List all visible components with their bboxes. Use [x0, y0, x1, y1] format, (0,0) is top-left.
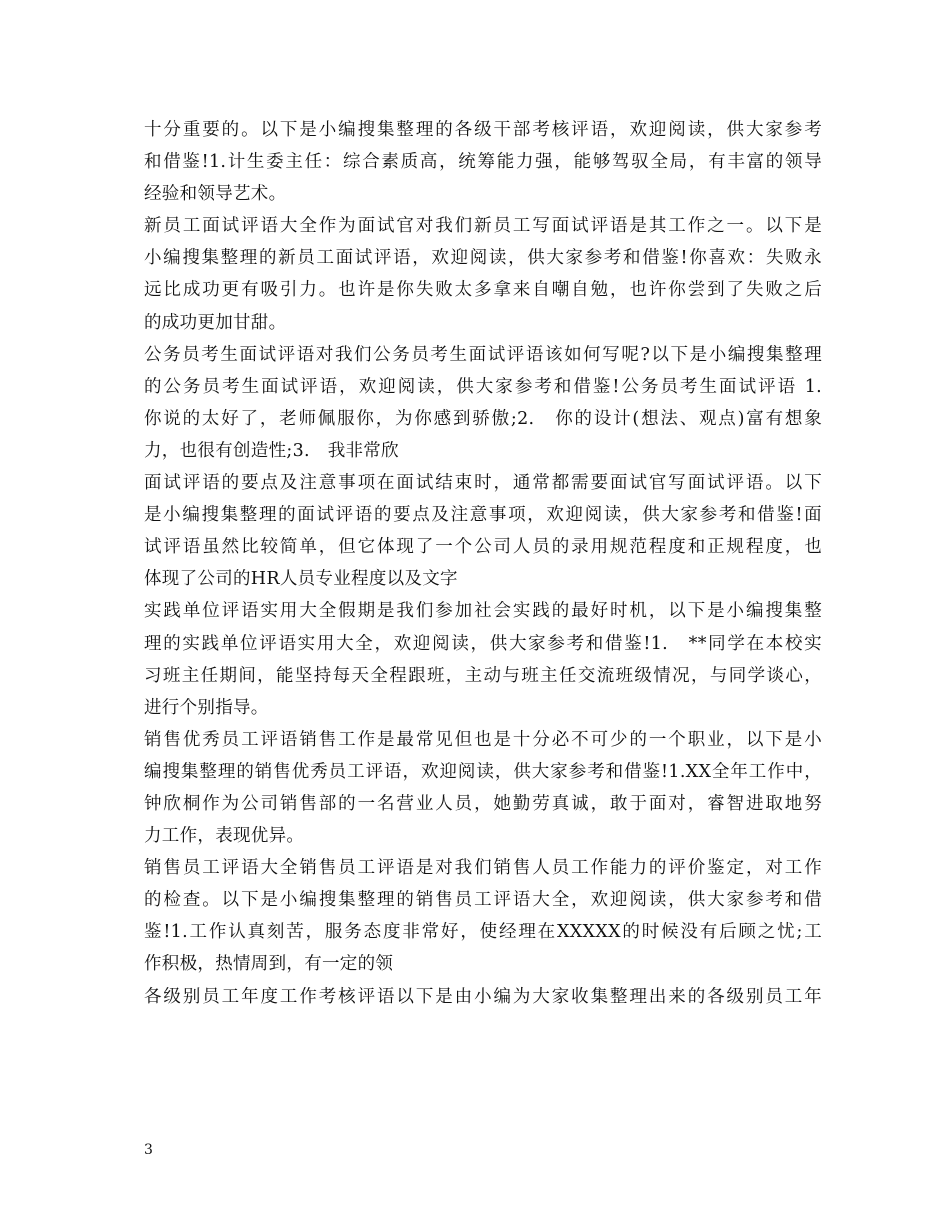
body-text [144, 114, 822, 1013]
text-line: 经验和领导艺术。 [144, 184, 287, 205]
text-line: 是小编搜集整理的面试评语的要点及注意事项，欢迎阅读，供大家参考和借鉴!面 [144, 505, 822, 526]
page-number: 3 [144, 1142, 153, 1158]
text-line: 体现了公司的HR人员专业程度以及文字 [144, 569, 458, 590]
text-line: 的检查。以下是小编搜集整理的销售员工评语大全，欢迎阅读，供大家参考和借 [144, 890, 822, 911]
text-line: 编搜集整理的销售优秀员工评语，欢迎阅读，供大家参考和借鉴!1.XX全年工作中， [144, 761, 822, 782]
text-line: 的公务员考生面试评语，欢迎阅读，供大家参考和借鉴!公务员考生面试评语 1. [144, 376, 822, 397]
text-line: 作积极，热情周到，有一定的领 [144, 954, 394, 975]
text-line: 公务员考生面试评语对我们公务员考生面试评语该如何写呢?以下是小编搜集整理 [144, 344, 822, 365]
text-line: 习班主任期间，能坚持每天全程跟班，主动与班主任交流班级情况，与同学谈心， [144, 665, 822, 686]
text-line: 试评语虽然比较简单，但它体现了一个公司人员的录用规范程度和正规程度，也 [144, 537, 822, 558]
text-line: 和借鉴!1.计生委主任：综合素质高，统筹能力强，能够驾驭全局，有丰富的领导 [144, 152, 822, 173]
text-line: 实践单位评语实用大全假期是我们参加社会实践的最好时机，以下是小编搜集整 [144, 601, 822, 622]
text-line: 新员工面试评语大全作为面试官对我们新员工写面试评语是其工作之一。以下是 [144, 216, 822, 237]
text-line: 鉴!1.工作认真刻苦，服务态度非常好，使经理在XXXXX的时候没有后顾之忧;工 [144, 922, 822, 943]
text-line: 力工作，表现优异。 [144, 826, 305, 847]
text-line: 你说的太好了，老师佩服你，为你感到骄傲;2. 你的设计(想法、观点)富有想象 [144, 408, 822, 429]
text-line: 远比成功更有吸引力。也许是你失败太多拿来自嘲自勉，也许你尝到了失败之后 [144, 280, 822, 301]
text-line: 各级别员工年度工作考核评语以下是由小编为大家收集整理出来的各级别员工年 [144, 986, 822, 1007]
text-line: 销售员工评语大全销售员工评语是对我们销售人员工作能力的评价鉴定，对工作 [144, 858, 822, 879]
text-line: 进行个别指导。 [144, 697, 269, 718]
text-line: 面试评语的要点及注意事项在面试结束时，通常都需要面试官写面试评语。以下 [144, 473, 822, 494]
text-line: 力，也很有创造性;3. 我非常欣 [144, 440, 399, 461]
text-line: 理的实践单位评语实用大全，欢迎阅读，供大家参考和借鉴!1. **同学在本校实 [144, 633, 822, 654]
text-line: 钟欣桐作为公司销售部的一名营业人员，她勤劳真诚，敢于面对，睿智进取地努 [144, 793, 822, 814]
text-line: 十分重要的。以下是小编搜集整理的各级干部考核评语，欢迎阅读，供大家参考 [144, 120, 822, 140]
text-line: 销售优秀员工评语销售工作是最常见但也是十分必不可少的一个职业，以下是小 [144, 729, 822, 750]
text-line: 小编搜集整理的新员工面试评语，欢迎阅读，供大家参考和借鉴!你喜欢：失败永 [144, 248, 822, 269]
text-line: 的成功更加甘甜。 [144, 312, 287, 333]
